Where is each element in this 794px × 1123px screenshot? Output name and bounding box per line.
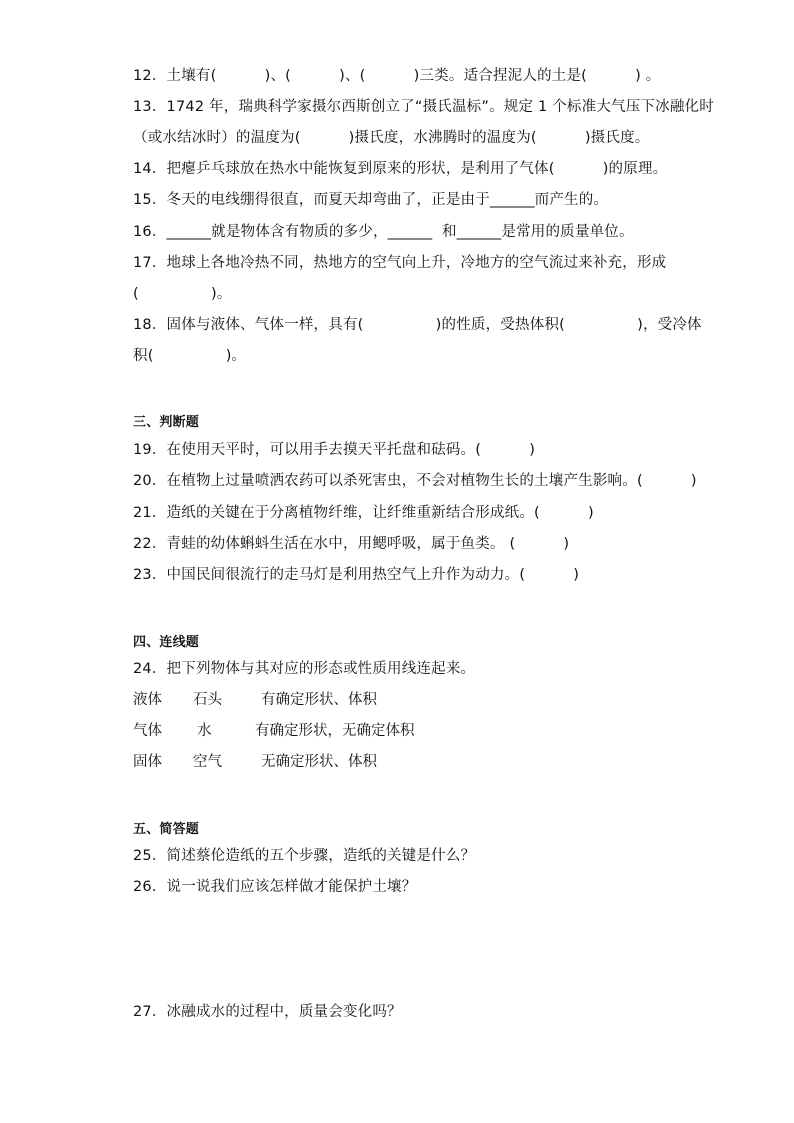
match-object-1: 石头 (193, 692, 222, 708)
question-16: 16．______就是物体含有物质的多少，______ 和______是常用的质量单位。 (133, 224, 634, 240)
question-20: 20．在植物上过量喷洒农药可以杀死害虫，不会对植物生长的土壤产生影响。( ) (133, 473, 697, 489)
match-state-3: 固体 (133, 754, 162, 770)
section-heading-matching: 四、连线题 (133, 635, 200, 650)
question-14: 14．把瘪乒乓球放在热水中能恢复到原来的形状，是利用了气体( )的原理。 (133, 161, 668, 177)
question-18-line-1: 18．固体与液体、气体一样，具有( )的性质，受热体积( )，受冷体 (133, 317, 702, 333)
match-object-3: 空气 (193, 754, 222, 770)
question-27: 27．冰融成水的过程中，质量会变化吗？ (133, 1004, 402, 1020)
question-22: 22．青蛙的幼体蝌蚪生活在水中，用鳃呼吸，属于鱼类。 ( ) (133, 536, 570, 552)
question-24: 24．把下列物体与其对应的形态或性质用线连起来。 (133, 661, 476, 677)
match-property-2: 有确定形状，无确定体积 (255, 723, 415, 739)
section-heading-short-answer: 五、简答题 (133, 822, 200, 837)
match-object-2: 水 (197, 723, 212, 739)
question-13-line-2: （或水结冰时）的温度为( )摄氏度，水沸腾时的温度为( )摄氏度。 (133, 130, 650, 146)
question-17-line-1: 17．地球上各地冷热不同，热地方的空气向上升，冷地方的空气流过来补充，形成 (133, 255, 667, 271)
match-state-1: 液体 (133, 692, 162, 708)
question-26: 26．说一说我们应该怎样做才能保护土壤？ (133, 879, 417, 895)
match-state-2: 气体 (133, 723, 162, 739)
question-15: 15．冬天的电线绷得很直，而夏天却弯曲了，正是由于______而产生的。 (133, 192, 609, 208)
match-property-3: 无确定形状、体积 (261, 754, 377, 770)
question-23: 23．中国民间很流行的走马灯是利用热空气上升作为动力。( ) (133, 567, 580, 583)
match-property-1: 有确定形状、体积 (261, 692, 377, 708)
question-18-line-2: 积( )。 (133, 348, 247, 364)
question-21: 21．造纸的关键在于分离植物纤维，让纤维重新结合形成纸。( ) (133, 505, 594, 521)
section-heading-judgement: 三、判断题 (133, 415, 200, 430)
question-12: 12．土壤有( )、( )、( )三类。适合捏泥人的土是( ) 。 (133, 68, 661, 84)
question-17-line-2: ( )。 (133, 286, 232, 302)
question-25: 25．简述蔡伦造纸的五个步骤，造纸的关键是什么？ (133, 848, 476, 864)
question-13-line-1: 13．1742 年，瑞典科学家摄尔西斯创立了“摄氏温标”。规定 1 个标准大气压下冰融化时 (133, 99, 714, 115)
question-19: 19．在使用天平时，可以用手去摸天平托盘和砝码。( ) (133, 442, 536, 458)
